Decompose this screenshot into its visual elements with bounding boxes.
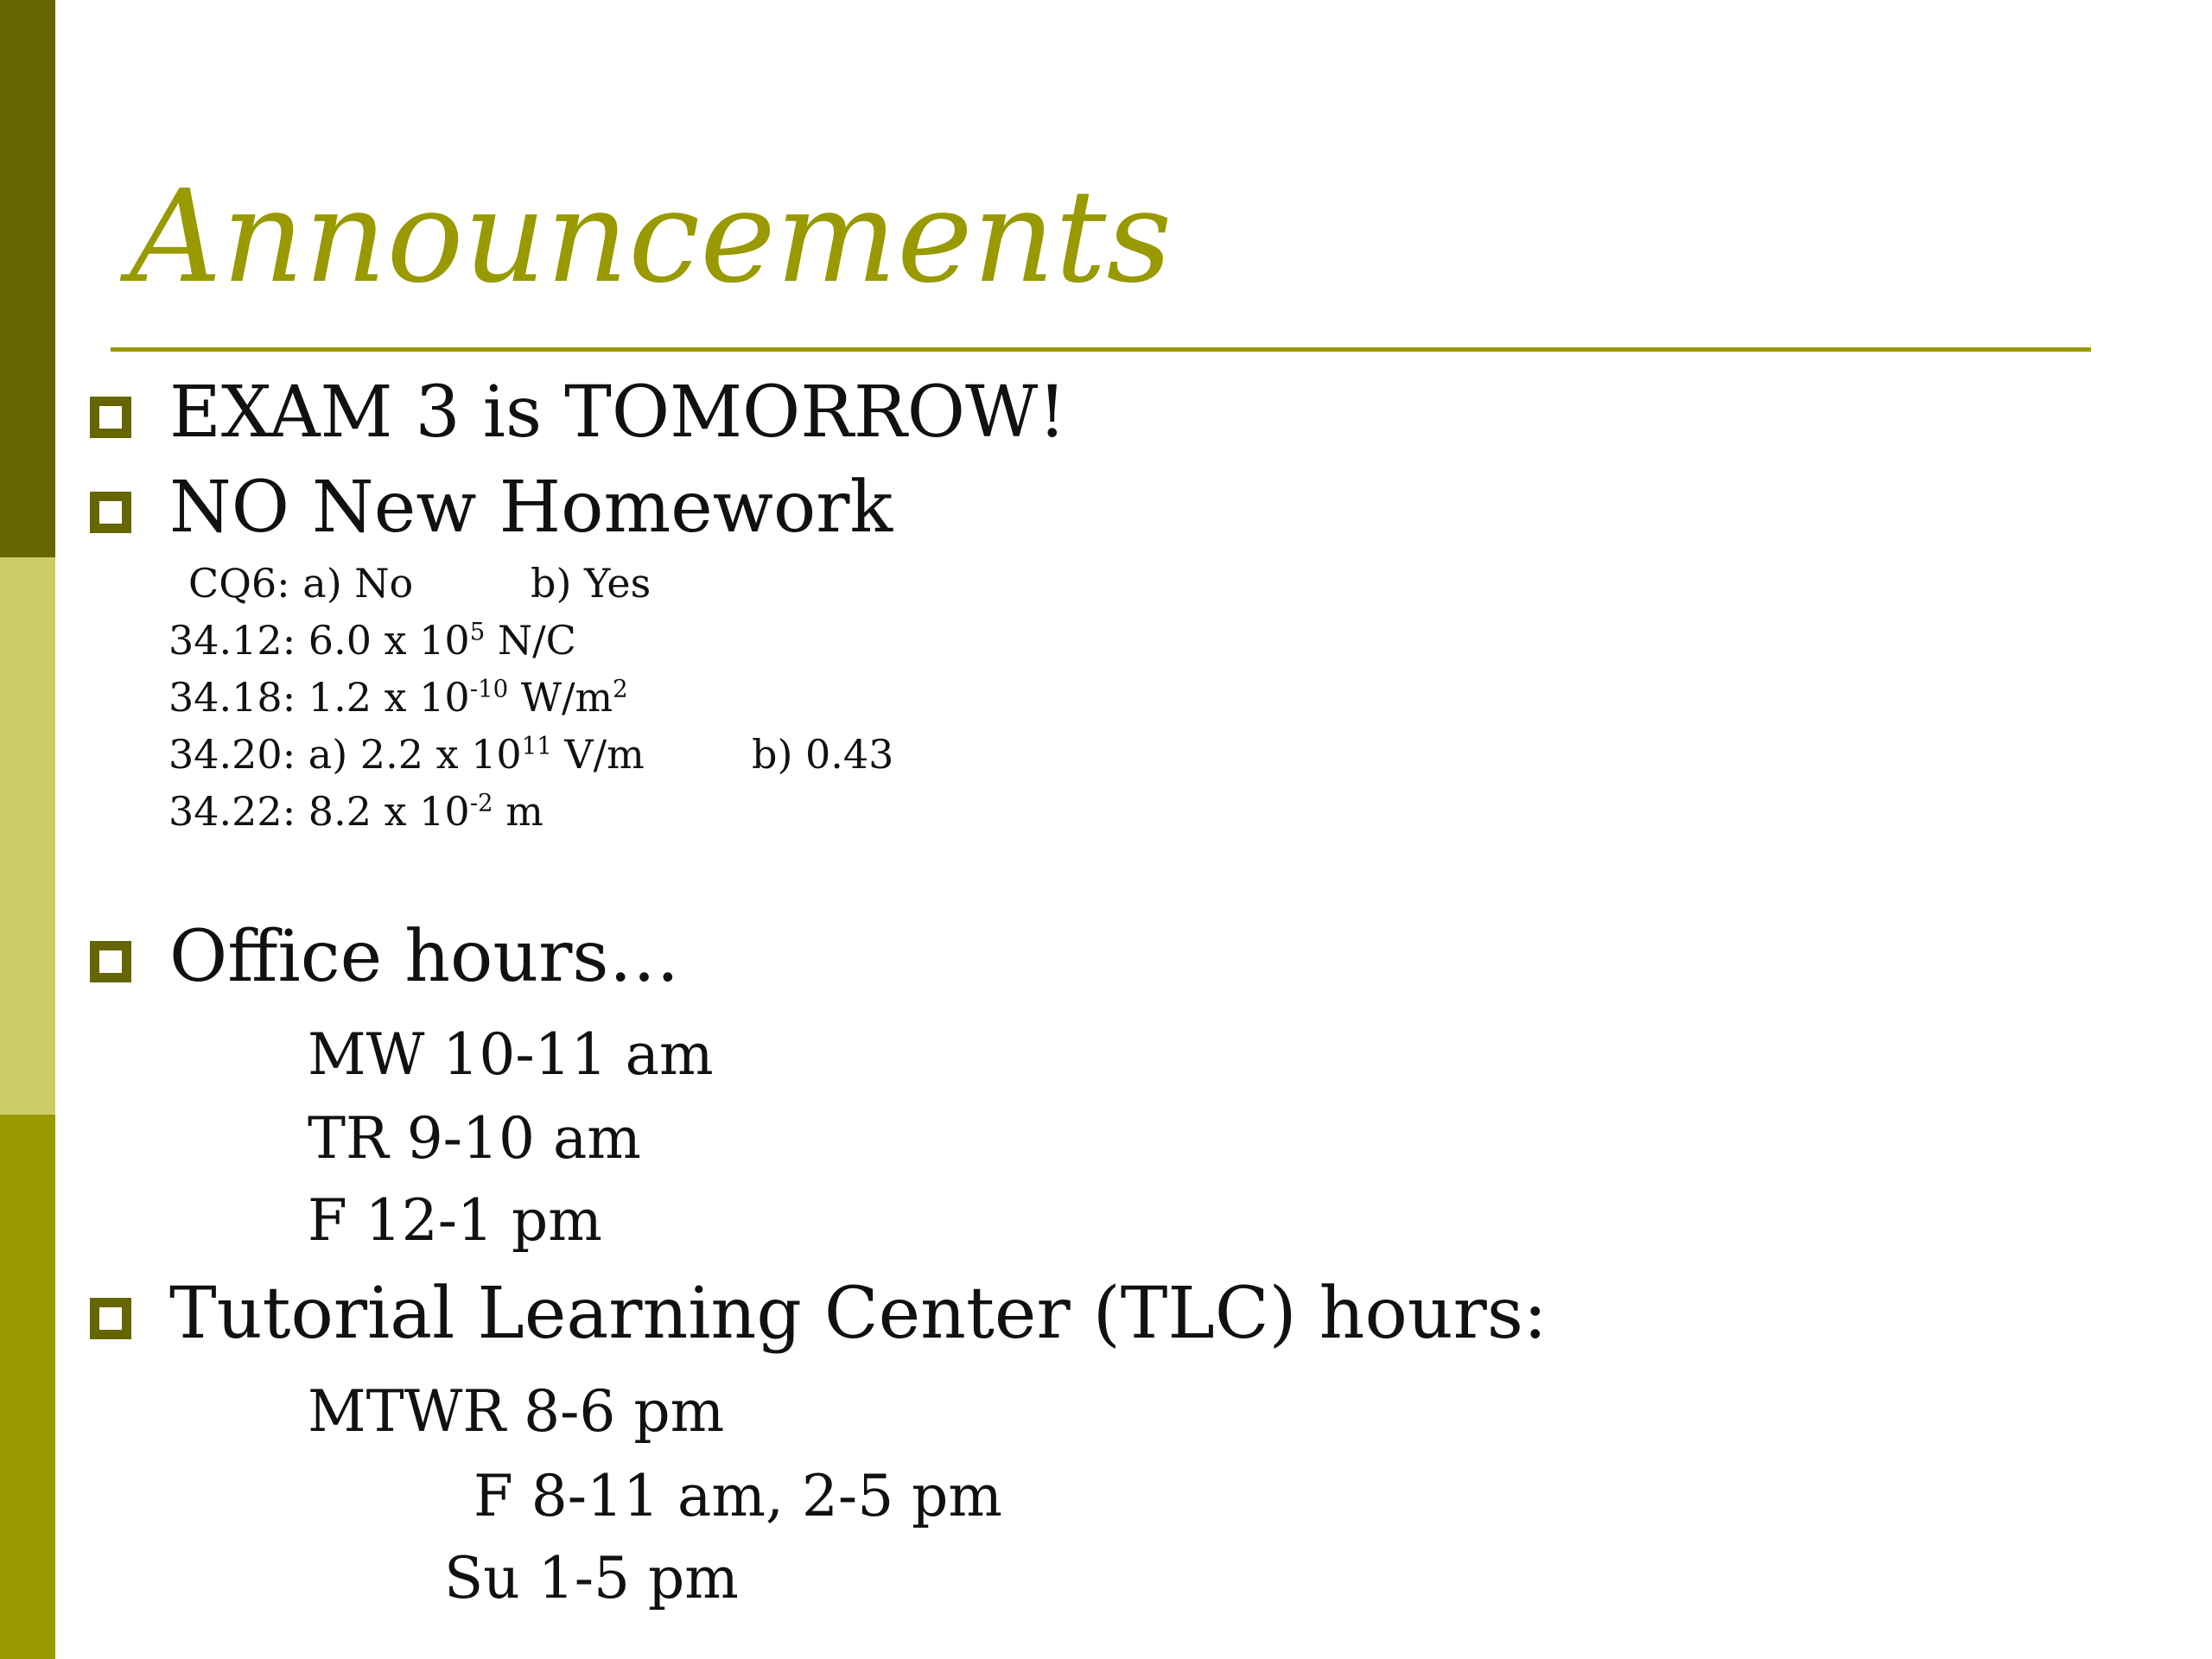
- side-bar-dark: [0, 0, 55, 557]
- bullet-homework: [169, 467, 893, 549]
- bullet-text: EXAM 3 is TOMORROW!: [169, 372, 1067, 454]
- tlc-hours-line: Su 1-5 pm: [444, 1545, 739, 1611]
- office-hours-line: MW 10-11 am: [308, 1021, 714, 1088]
- slide-title: Announcements: [130, 162, 1173, 311]
- square-bullet-icon: [90, 397, 131, 438]
- title-divider: [111, 347, 2091, 352]
- answer-cq6-b: b) Yes: [531, 560, 652, 607]
- side-bar-olive: [0, 1115, 55, 1659]
- office-hours-line: F 12-1 pm: [308, 1187, 602, 1254]
- bullet-text: Tutorial Learning Center (TLC) hours:: [169, 1273, 1548, 1355]
- bullet-text: Office hours…: [169, 916, 680, 998]
- side-bar-light: [0, 557, 55, 1115]
- bullet-office-hours: [169, 916, 680, 998]
- bullet-tlc-hours: [169, 1273, 1548, 1355]
- answer-34-18: 34.18: 1.2 x $10^{-10}$ $W/m^2$: [168, 674, 628, 721]
- answer-cq6-a: CQ6: a) No: [188, 560, 414, 607]
- answer-34-20-a: 34.20: a) 2.2 x $10^{11}$ V/m: [168, 731, 645, 778]
- bullet-text: NO New Homework: [169, 467, 893, 549]
- answer-34-12: 34.12: 6.0 x $10^5$ N/C: [168, 617, 576, 664]
- square-bullet-icon: [90, 1298, 131, 1339]
- square-bullet-icon: [90, 492, 131, 533]
- square-bullet-icon: [90, 941, 131, 982]
- tlc-hours-line: F 8-11 am, 2-5 pm: [474, 1463, 1003, 1529]
- answer-34-22: 34.22: 8.2 x $10^{-2}$ m: [168, 788, 543, 835]
- tlc-hours-line: MTWR 8-6 pm: [308, 1378, 725, 1445]
- bullet-exam: [169, 372, 1067, 454]
- office-hours-line: TR 9-10 am: [308, 1105, 641, 1172]
- answer-34-20-b: b) 0.43: [752, 731, 894, 778]
